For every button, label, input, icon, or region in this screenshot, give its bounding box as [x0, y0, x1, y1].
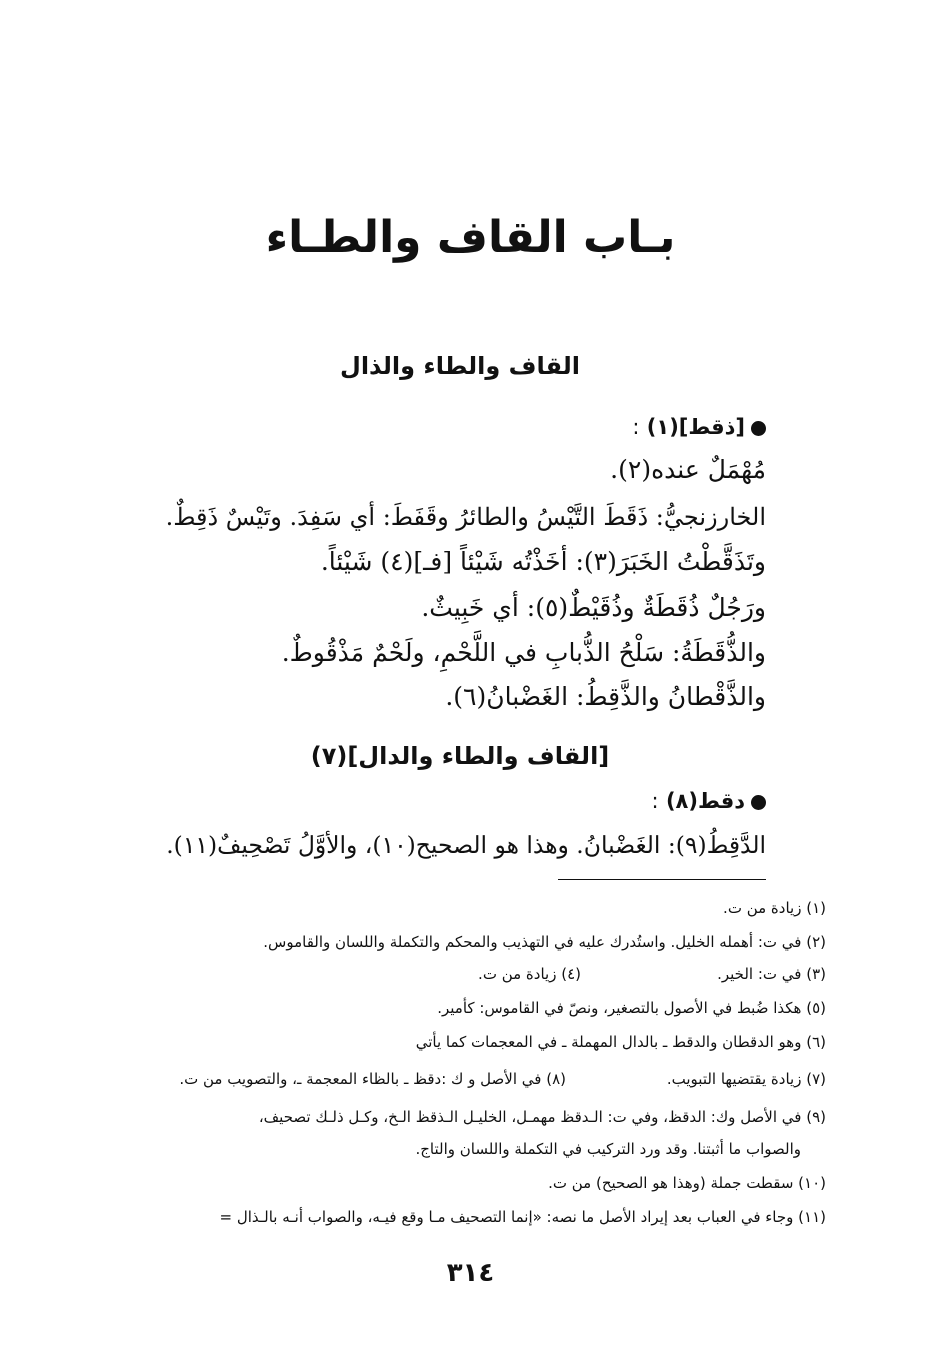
entry-headword: دقط(٨) [665, 789, 745, 813]
entry-line-7: الدَّقِطُ(٩): الغَضْبانُ. وهذا هو الصحيح(١٠)، والأوَّلُ تَصْحِيفٌ(١١). [166, 831, 766, 859]
footnote-7: (٧) زيادة يقتضيها التبويب. [666, 1070, 826, 1088]
bullet-icon [751, 795, 766, 810]
section-title-qaf-ta-dal: [القاف والطاء والدال](٧) [310, 742, 610, 770]
footnote-9-continued: والصواب ما أثبتنا. وقد ورد التركيب في التكملة واللسان والتاج. [415, 1140, 801, 1158]
footnote-3: (٣) في ت: الخير. [717, 965, 826, 983]
footnote-9: (٩) في الأصل وك: الدقظ، وفي ت: الـدقظ مهمـل، الخليـل الـذقظ الـخ، وكـل ذلـك تصحيف، [258, 1108, 826, 1126]
entry-line-1: مُهْمَلٌ عنده(٢). [610, 455, 766, 484]
footnote-11: (١١) وجاء في العباب بعد إيراد الأصل ما نصه: «إنما التصحيف مـا وقع فيـه، والصواب أنـه بالـذال = [219, 1208, 826, 1226]
footnote-1: (١) زيادة من ت. [723, 899, 826, 917]
page-number: ٣١٤ [446, 1258, 495, 1288]
footnote-2: (٢) في ت: أهمله الخليل. واستُدرك عليه في التهذيب والمحكم والتكملة واللسان والقاموس. [263, 933, 826, 951]
footnote-8: (٨) في الأصل و ك :دقظ ـ بالظاء المعجمة ـ، والتصويب من ت. [179, 1070, 566, 1088]
chapter-title: بـاب القاف والطـاء [265, 212, 676, 263]
entry-head-dqt [652, 786, 766, 816]
footnote-divider [558, 879, 766, 880]
footnote-5: (٥) هكذا ضُبط في الأصول بالتصغير، ونصّ في القاموس: كأمير. [437, 999, 826, 1017]
bullet-icon [751, 421, 766, 436]
entry-line-2: الخارزنجيُّ: ذَقَطَ التَّيْسُ والطائرُ وقَفَطَ: أي سَفِدَ. وتَيْسٌ ذَقِطٌ. [165, 503, 766, 531]
entry-colon: : [632, 415, 640, 439]
entry-headword: [ذقط](١) [646, 415, 745, 439]
entry-line-6: والذَّقْطانُ والذَّقِطُ: الغَضْبانُ(٦). [445, 682, 766, 711]
footnote-6: (٦) وهو الدقطان والدقط ـ بالدال المهملة ـ في المعجمات كما يأتي [415, 1033, 826, 1051]
entry-head-dhqt [632, 412, 766, 442]
entry-line-5: والذُّقَطَةُ: سَلْحُ الذُّبابِ في اللَّحْمِ، ولَحْمٌ مَذْقُوطٌ. [281, 638, 766, 667]
footnote-4: (٤) زيادة من ت. [478, 965, 581, 983]
section-title-qaf-ta-dhal: القاف والطاء والذال [340, 352, 580, 380]
entry-line-3: وتَذَقَّطْتُ الخَبَرَ(٣): أخَذْتُه شَيْئاً [فـ](٤) شَيْئاً. [320, 547, 766, 576]
footnote-10: (١٠) سقطت جملة (وهذا هو الصحيح) من ت. [548, 1174, 826, 1192]
entry-line-4: ورَجُلٌ ذُقَطَةٌ وذُقَيْطٌ(٥): أي خَبِيثٌ. [421, 593, 766, 622]
entry-colon: : [651, 789, 659, 813]
